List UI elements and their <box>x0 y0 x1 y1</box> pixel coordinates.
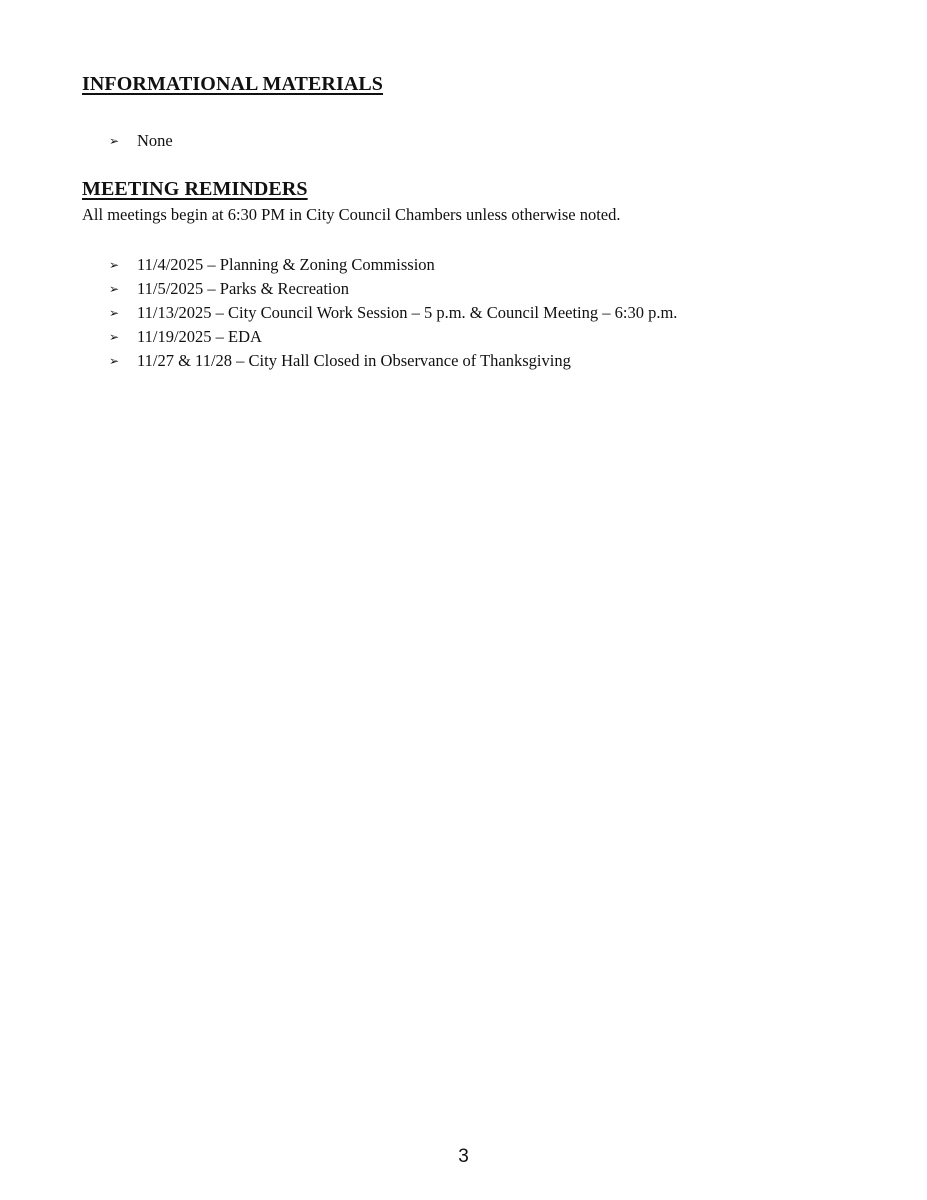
page-number: 3 <box>458 1146 469 1167</box>
list-item <box>109 253 677 277</box>
arrowhead-bullet-icon: ➢ <box>109 134 120 148</box>
list-item <box>109 325 677 349</box>
informational-materials-list <box>109 129 173 153</box>
arrowhead-bullet-icon: ➢ <box>109 258 120 272</box>
arrowhead-bullet-icon: ➢ <box>109 330 120 344</box>
meeting-reminders-heading: MEETING REMINDERS <box>82 178 308 200</box>
list-item <box>109 129 173 153</box>
meeting-reminders-intro: All meetings begin at 6:30 PM in City Council Chambers unless otherwise noted. <box>82 205 621 224</box>
list-item-text: 11/13/2025 – City Council Work Session – 5 p.m. & Council Meeting – 6:30 p.m. <box>137 303 678 322</box>
meeting-reminders-list <box>109 253 677 373</box>
arrowhead-bullet-icon: ➢ <box>109 306 120 320</box>
list-item <box>109 301 677 325</box>
list-item <box>109 277 677 301</box>
arrowhead-bullet-icon: ➢ <box>109 354 120 368</box>
list-item-text: 11/27 & 11/28 – City Hall Closed in Observance of Thanksgiving <box>137 351 571 370</box>
list-item-text: 11/5/2025 – Parks & Recreation <box>137 279 350 298</box>
list-item <box>109 349 677 373</box>
arrowhead-bullet-icon: ➢ <box>109 282 120 296</box>
informational-materials-heading: INFORMATIONAL MATERIALS <box>82 73 384 95</box>
list-item-text: 11/19/2025 – EDA <box>137 327 262 346</box>
list-item-text: 11/4/2025 – Planning & Zoning Commission <box>137 255 435 274</box>
list-item-text: None <box>137 131 173 150</box>
